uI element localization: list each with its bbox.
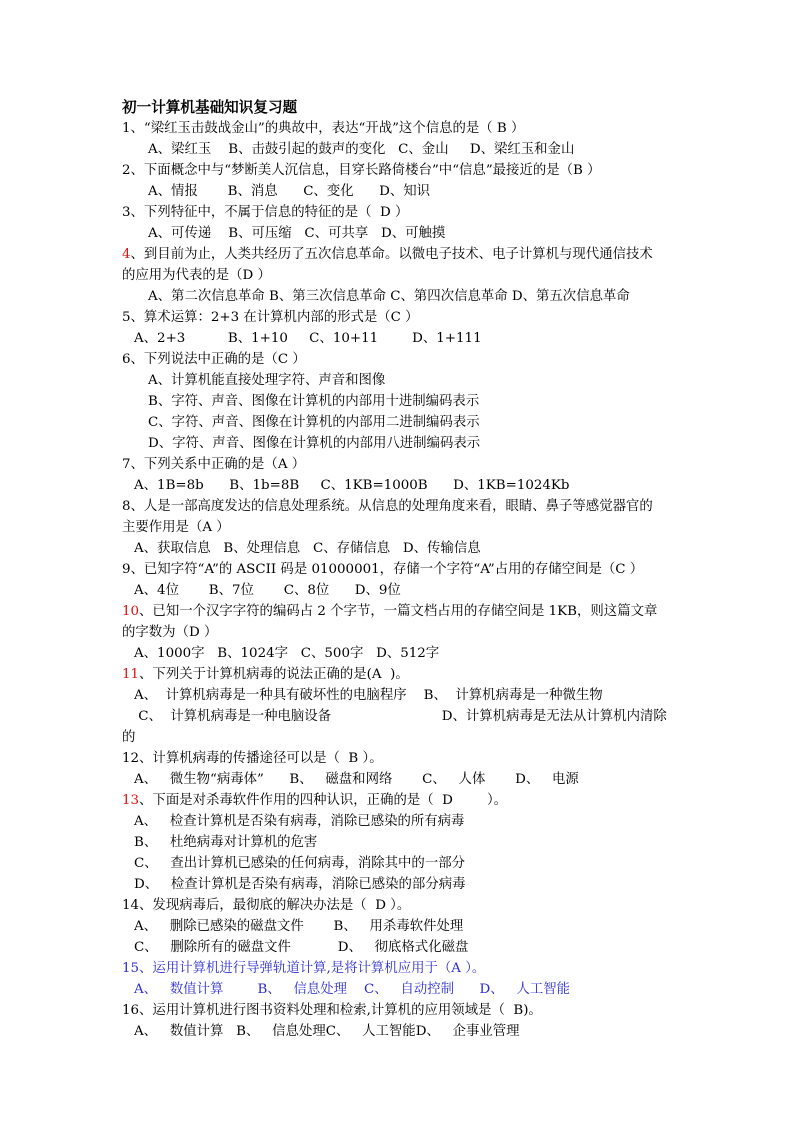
question-12: 12、计算机病毒的传播途径可以是（ B ）。 [122, 751, 383, 766]
question-8-options: A、获取信息 B、处理信息 C、存储信息 D、传输信息 [134, 541, 481, 556]
question-number: 11 [122, 667, 140, 682]
question-6-option-a: A、计算机能直接处理字符、声音和图像 [148, 373, 386, 388]
question-4 [122, 246, 653, 264]
question-5-options: A、2+3 B、1+10 C、10+11 D、1+111 [134, 331, 482, 346]
question-12-options: A、 微生物“病毒体” B、 磁盘和网络 C、 人体 D、 电源 [134, 772, 579, 787]
question-6-option-d: D、字符、声音、图像在计算机的内部用八进制编码表示 [148, 436, 481, 451]
question-7: 7、下列关系中正确的是（A ） [122, 457, 306, 472]
question-9: 9、已知字符“A”的 ASCII 码是 01000001，存储一个字符“A”占用的存储空间是（C ） [122, 562, 644, 577]
question-number: 10 [122, 604, 140, 619]
question-13 [122, 792, 507, 810]
question-11-options-cd: C、 计算机病毒是一种电脑设备 D、计算机病毒是无法从计算机内清除 [134, 709, 667, 724]
question-14-options-cd: C、 删除所有的磁盘文件 D、 彻底格式化磁盘 [134, 940, 469, 955]
question-text: 、下列关于计算机病毒的说法正确的是(A )。 [139, 667, 409, 682]
question-8: 8、人是一部高度发达的信息处理系统。从信息的处理角度来看，眼睛、鼻子等感觉器官的 [122, 499, 653, 514]
question-10-options: A、1000字 B、1024字 C、500字 D、512字 [134, 646, 440, 661]
question-10-cont: 的字数为（D ） [122, 625, 218, 640]
question-3-options: A、可传递 B、可压缩 C、可共享 D、可触摸 [148, 226, 446, 241]
question-13-option-d: D、 检查计算机是否染有病毒，消除已感染的部分病毒 [134, 877, 466, 892]
question-13-option-b: B、 杜绝病毒对计算机的危害 [134, 835, 318, 850]
question-1: 1、“梁红玉击鼓战金山”的典故中，表达“开战”这个信息的是（ B ） [122, 121, 525, 136]
question-8-cont: 主要作用是（A ） [122, 520, 230, 535]
question-13-option-a: A、 检查计算机是否染有病毒，消除已感染的所有病毒 [134, 814, 465, 829]
question-6-option-b: B、字符、声音、图像在计算机的内部用十进制编码表示 [148, 394, 480, 409]
page-title: 初一计算机基础知识复习题 [122, 99, 298, 116]
question-text: 、已知一个汉字字符的编码占 2 个字节，一篇文档占用的存储空间是 1KB，则这篇文章 [139, 604, 658, 619]
question-16-options: A、 数值计算 B、 信息处理C、 人工智能D、 企事业管理 [134, 1024, 520, 1039]
question-13-option-c: C、 查出计算机已感染的任何病毒，消除其中的一部分 [134, 856, 465, 871]
question-11-cont: 的 [122, 730, 136, 745]
question-5: 5、算术运算：2+3 在计算机内部的形式是（C ） [122, 310, 419, 325]
question-3: 3、下列特征中，不属于信息的特征的是（ D ） [122, 205, 409, 220]
question-11-options-ab: A、 计算机病毒是一种具有破坏性的电脑程序 B、 计算机病毒是一种微生物 [134, 688, 603, 703]
question-15-options: A、 数值计算 B、 信息处理 C、 自动控制 D、 人工智能 [134, 982, 570, 997]
question-2: 2、下面概念中与“梦断美人沉信息，目穿长路倚楼台”中“信息”最接近的是（B ） [122, 163, 601, 178]
question-number: 13 [122, 793, 140, 808]
question-2-options: A、情报 B、消息 C、变化 D、知识 [148, 184, 431, 199]
question-11 [122, 666, 409, 684]
question-6: 6、下列说法中正确的是（C ） [122, 352, 306, 367]
question-9-options: A、4位 B、7位 C、8位 D、9位 [134, 583, 401, 598]
question-number: 4 [122, 247, 131, 262]
question-14: 14、发现病毒后，最彻底的解决办法是（ D ）。 [122, 898, 411, 913]
question-10 [122, 603, 657, 621]
question-4-cont: 的应用为代表的是（D ） [122, 268, 271, 283]
question-text: 、到目前为止，人类共经历了五次信息革命。以微电子技术、电子计算机与现代通信技术 [130, 247, 653, 262]
question-text: 、下面是对杀毒软件作用的四种认识，正确的是（ D ）。 [139, 793, 508, 808]
question-14-options-ab: A、 删除已感染的磁盘文件 B、 用杀毒软件处理 [134, 919, 464, 934]
question-4-options: A、第二次信息革命 B、第三次信息革命 C、第四次信息革命 D、第五次信息革命 [148, 289, 630, 304]
question-7-options: A、1B=8b B、1b=8B C、1KB=1000B D、1KB=1024Kb [134, 478, 570, 493]
question-15: 15、运用计算机进行导弹轨道计算,是将计算机应用于（A ）。 [122, 961, 486, 976]
question-16: 16、运用计算机进行图书资料处理和检索,计算机的应用领域是（ B)。 [122, 1003, 542, 1018]
question-6-option-c: C、字符、声音、图像在计算机的内部用二进制编码表示 [148, 415, 480, 430]
question-1-options: A、梁红玉 B、击鼓引起的鼓声的变化 C、金山 D、梁红玉和金山 [148, 142, 575, 157]
